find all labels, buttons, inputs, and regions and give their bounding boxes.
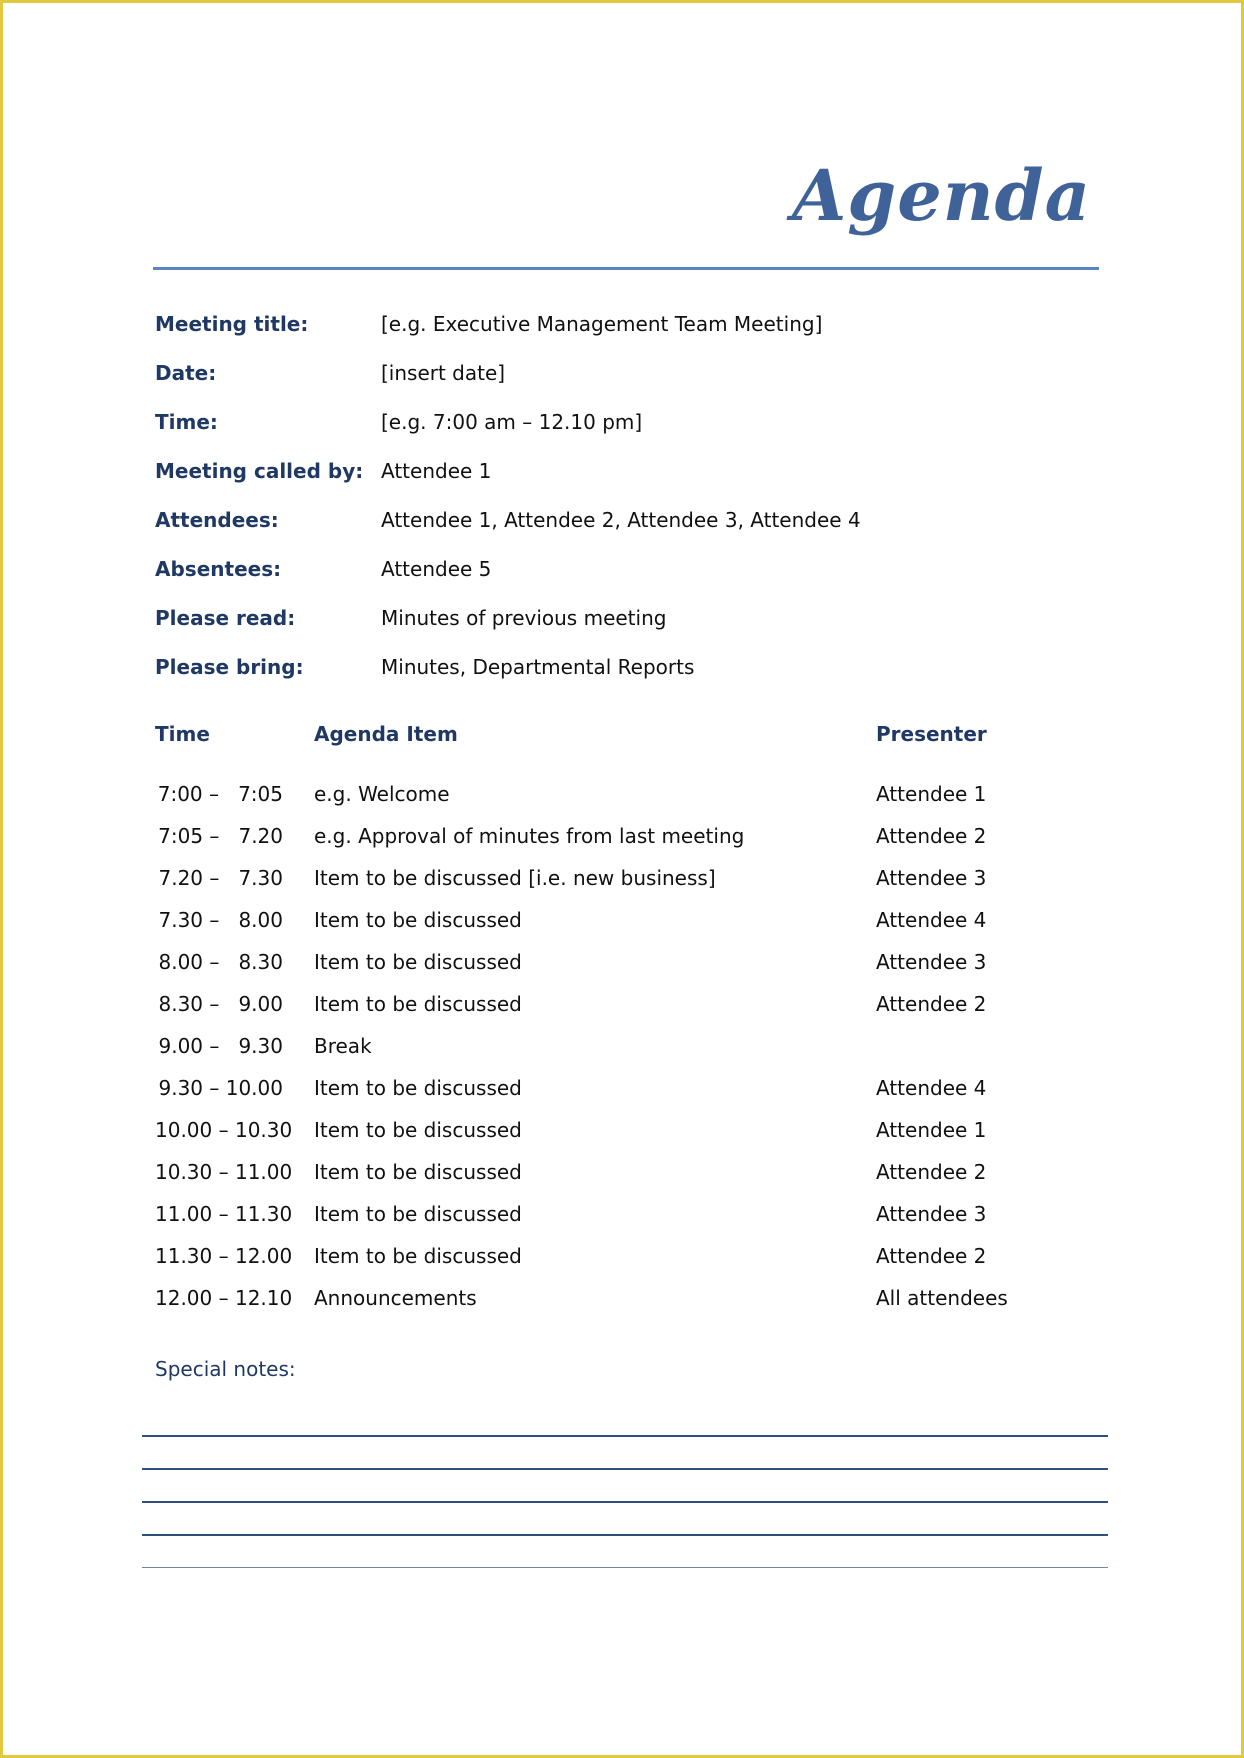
row-presenter: Attendee 4 xyxy=(876,908,987,932)
note-line[interactable] xyxy=(142,1468,1108,1470)
row-presenter: Attendee 1 xyxy=(876,1118,987,1142)
info-value: Attendee 5 xyxy=(381,556,492,581)
title-divider xyxy=(153,267,1099,270)
schedule-row xyxy=(155,1277,1085,1319)
info-value: [insert date] xyxy=(381,360,506,385)
row-time: 8.30 – 9.00 xyxy=(158,992,283,1016)
info-value: Attendee 1 xyxy=(381,458,492,483)
row-presenter: Attendee 1 xyxy=(876,782,987,806)
row-time: 7:00 – 7:05 xyxy=(157,782,283,806)
row-agenda-item: e.g. Approval of minutes from last meeting xyxy=(314,824,745,848)
row-time: 7.20 – 7.30 xyxy=(158,866,283,890)
info-label: Meeting called by: xyxy=(155,458,364,483)
page-title: Agenda xyxy=(792,154,1091,237)
schedule-row xyxy=(155,1109,1085,1151)
row-time: 11.00 – 11.30 xyxy=(155,1202,293,1226)
schedule-row xyxy=(155,1067,1085,1109)
note-line[interactable] xyxy=(142,1501,1108,1503)
row-time: 10.00 – 10.30 xyxy=(155,1118,293,1142)
header-presenter: Presenter xyxy=(876,722,987,746)
info-label: Please bring: xyxy=(155,654,304,679)
info-row-time xyxy=(155,397,1095,446)
row-time: 9.00 – 9.30 xyxy=(158,1034,283,1058)
info-row-please-bring xyxy=(155,642,1095,691)
row-agenda-item: Item to be discussed xyxy=(314,950,522,974)
info-label: Please read: xyxy=(155,605,296,630)
schedule-header xyxy=(155,719,1085,749)
special-notes-label: Special notes: xyxy=(155,1357,296,1381)
row-agenda-item: Item to be discussed xyxy=(314,1118,522,1142)
schedule-row xyxy=(155,983,1085,1025)
row-time: 7.30 – 8.00 xyxy=(158,908,283,932)
row-time: 8.00 – 8.30 xyxy=(158,950,283,974)
info-label: Time: xyxy=(155,409,218,434)
info-row-called-by xyxy=(155,446,1095,495)
row-agenda-item: Item to be discussed xyxy=(314,1160,522,1184)
info-label: Date: xyxy=(155,360,217,385)
schedule-row xyxy=(155,941,1085,983)
row-agenda-item: Item to be discussed xyxy=(314,1244,522,1268)
row-agenda-item: Item to be discussed xyxy=(314,1076,522,1100)
schedule-row xyxy=(155,1025,1085,1067)
schedule-row xyxy=(155,1151,1085,1193)
row-time: 11.30 – 12.00 xyxy=(155,1244,293,1268)
row-presenter: Attendee 2 xyxy=(876,824,987,848)
header-time: Time xyxy=(155,722,210,746)
info-row-attendees xyxy=(155,495,1095,544)
row-time: 7:05 – 7.20 xyxy=(158,824,283,848)
schedule-rows xyxy=(155,773,1085,1319)
row-agenda-item: Item to be discussed [i.e. new business] xyxy=(314,866,716,890)
row-presenter: All attendees xyxy=(876,1286,1008,1310)
schedule-row xyxy=(155,857,1085,899)
meeting-info xyxy=(155,299,1095,691)
info-label: Attendees: xyxy=(155,507,279,532)
info-value: [e.g. Executive Management Team Meeting] xyxy=(381,311,823,336)
row-presenter: Attendee 3 xyxy=(876,1202,987,1226)
schedule-row xyxy=(155,815,1085,857)
row-agenda-item: Announcements xyxy=(314,1286,477,1310)
row-time: 12.00 – 12.10 xyxy=(155,1286,293,1310)
row-presenter: Attendee 2 xyxy=(876,1160,987,1184)
row-time: 9.30 – 10.00 xyxy=(158,1076,283,1100)
info-value: Minutes of previous meeting xyxy=(381,605,667,630)
row-agenda-item: Item to be discussed xyxy=(314,1202,522,1226)
info-value: Minutes, Departmental Reports xyxy=(381,654,695,679)
info-label: Meeting title: xyxy=(155,311,309,336)
row-presenter: Attendee 4 xyxy=(876,1076,987,1100)
header-agenda-item: Agenda Item xyxy=(314,722,458,746)
row-time: 10.30 – 11.00 xyxy=(155,1160,293,1184)
info-row-please-read xyxy=(155,593,1095,642)
note-line[interactable] xyxy=(142,1534,1108,1536)
info-label: Absentees: xyxy=(155,556,282,581)
row-agenda-item: Break xyxy=(314,1034,372,1058)
note-line[interactable] xyxy=(142,1435,1108,1437)
row-agenda-item: Item to be discussed xyxy=(314,908,522,932)
note-line[interactable] xyxy=(142,1567,1108,1568)
schedule-row xyxy=(155,899,1085,941)
row-presenter: Attendee 3 xyxy=(876,866,987,890)
row-agenda-item: e.g. Welcome xyxy=(314,782,450,806)
agenda-schedule xyxy=(155,719,1085,1319)
schedule-row xyxy=(155,1235,1085,1277)
schedule-row xyxy=(155,1193,1085,1235)
info-row-date xyxy=(155,348,1095,397)
info-row-meeting-title xyxy=(155,299,1095,348)
row-presenter: Attendee 2 xyxy=(876,1244,987,1268)
row-agenda-item: Item to be discussed xyxy=(314,992,522,1016)
info-value: [e.g. 7:00 am – 12.10 pm] xyxy=(381,409,643,434)
schedule-row xyxy=(155,773,1085,815)
info-row-absentees xyxy=(155,544,1095,593)
row-presenter: Attendee 3 xyxy=(876,950,987,974)
row-presenter: Attendee 2 xyxy=(876,992,987,1016)
info-value: Attendee 1, Attendee 2, Attendee 3, Attendee 4 xyxy=(381,507,861,532)
